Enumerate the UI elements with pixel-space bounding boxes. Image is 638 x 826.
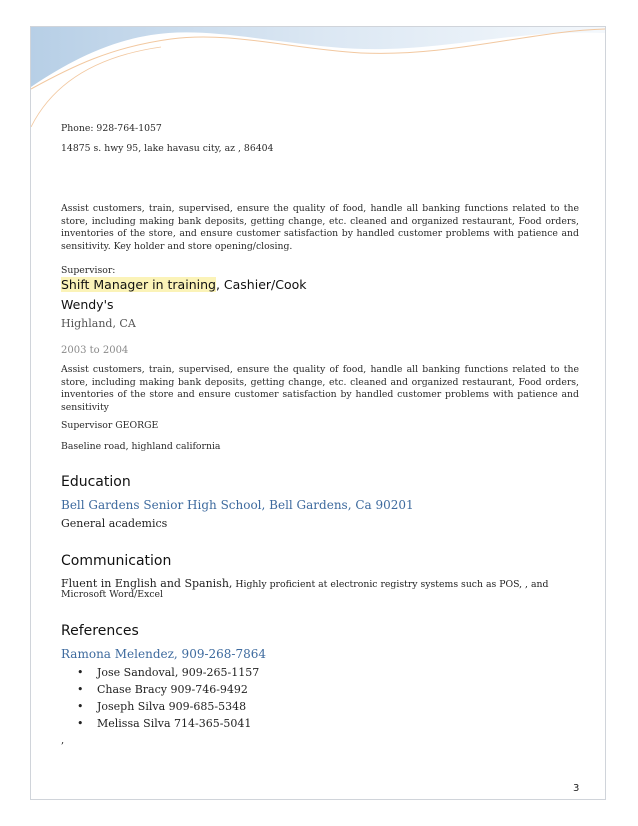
job2-company: Wendy's [61,297,114,312]
reference-text: Jose Sandoval, 909-265-1157 [97,666,260,679]
address-line: 14875 s. hwy 95, lake havasu city, az , 86404 [61,143,274,154]
job2-description: Assist customers, train, supervised, ensure the quality of food, handle all banking functions related to the store, including making bank deposits, getting change, etc. cleaned and organized restaurant, Food orders, inventories of the store and ensure customer satisfaction by handled customer problems with patience and sensitivity [61,364,579,413]
communication-heading: Communication [61,553,172,569]
phone-line: Phone: 928-764-1057 [61,123,162,134]
job2-title [61,277,307,292]
job2-location: Highland, CA [61,317,136,330]
job-title-rest: , Cashier/Cook [215,277,307,292]
education-school: Bell Gardens Senior High School, Bell Gardens, Ca 90201 [61,498,414,512]
education-detail: General academics [61,517,168,530]
bullet-icon: • [77,700,84,713]
job1-description: Assist customers, train, supervised, ensure the quality of food, handle all banking functions related to the store, including making bank deposits, getting change, etc. cleaned and organized restaurant, Food orders, inventories of the store, and ensure customer satisfaction by handled customer problems with patience and sensitivity. Key holder and store opening/closing. [61,203,579,252]
page-number: 3 [573,783,580,794]
job2-supervisor: Supervisor GEORGE [61,420,159,431]
languages-text: Fluent in English and Spanish, [61,577,233,590]
references-list [61,664,461,732]
job-title-highlight: Shift Manager in training [61,277,216,292]
references-heading: References [61,623,139,639]
trailing-mark: , [61,735,65,746]
job1-supervisor: Supervisor: [61,265,116,276]
reference-text: Joseph Silva 909-685-5348 [97,700,247,713]
job2-address: Baseline road, highland california [61,441,221,452]
job2-dates: 2003 to 2004 [61,345,129,356]
reference-text: Chase Bracy 909-746-9492 [97,683,248,696]
bullet-icon: • [77,666,84,679]
document-page [30,26,606,800]
skills-text-line1: Highly proficient at electronic registry systems such as POS, , and [232,579,549,590]
list-item [61,715,461,732]
list-item [61,664,461,681]
bullet-icon: • [77,717,84,730]
reference-primary: Ramona Melendez, 909-268-7864 [61,647,267,661]
list-item [61,698,461,715]
skills-text-line2: Microsoft Word/Excel [61,589,164,600]
reference-text: Melissa Silva 714-365-5041 [97,717,252,730]
header-wave-decoration [31,27,605,127]
education-heading: Education [61,474,131,490]
bullet-icon: • [77,683,84,696]
list-item [61,681,461,698]
